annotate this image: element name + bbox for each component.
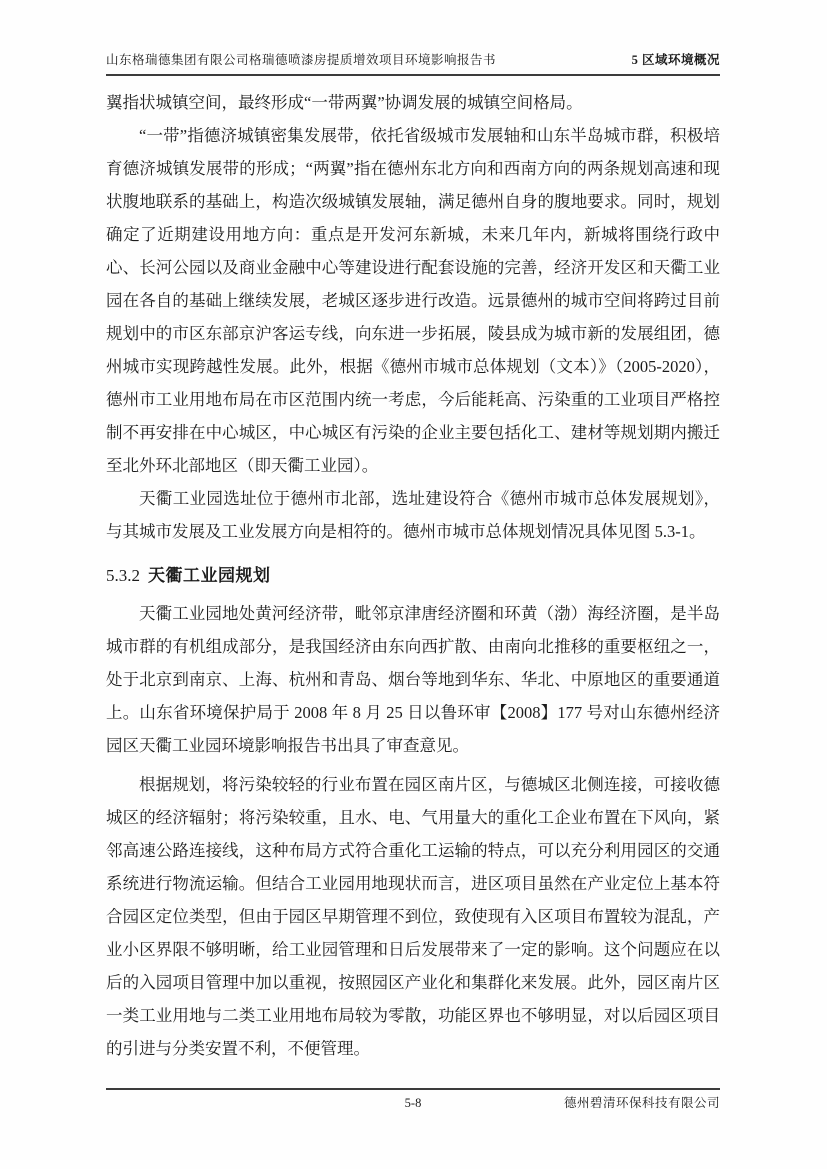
body-paragraph-continuation: 翼指状城镇空间，最终形成“一带两翼”协调发展的城镇空间格局。 <box>106 93 583 112</box>
header-doc-title: 山东格瑞德集团有限公司格瑞德喷漆房提质增效项目环境影响报告书 <box>106 53 497 67</box>
section-heading-number: 5.3.2 <box>106 566 140 585</box>
page-body <box>106 86 720 1065</box>
body-paragraph: 根据规划，将污染较轻的行业布置在园区南片区，与德城区北侧连接，可接收德城区的经济辐射；将污染较重，且水、电、气用量大的重化工企业布置在下风向，紧邻高速公路连接线，这种布局方式符合重化工运输的特点，可以充分利用园区的交通系统进行物流运输。但结合工业园用地现状而言，进区项目虽然在产业定位上基本符合园区定位类型，但由于园区早期管理不到位，致使现有入区项目布置较为混乱，产业小区界限不够明晰，给工业园管理和日后发展带来了一定的影响。这个问题应在以后的入园项目管理中加以重视，按照园区产业化和集群化来发展。此外，园区南片区一类工业用地与二类工业用地布局较为零散，功能区界也不够明显，对以后园区项目的引进与分类安置不利，不便管理。 <box>106 775 720 1058</box>
body-paragraph: 天衢工业园选址位于德州市北部，选址建设符合《德州市城市总体发展规划》，与其城市发展及工业发展方向是相符的。德州市城市总体规划情况具体见图 5.3-1。 <box>106 489 720 541</box>
section-heading-title: 天衢工业园规划 <box>148 566 271 585</box>
body-paragraph: 天衢工业园地处黄河经济带，毗邻京津唐经济圈和环黄（渤）海经济圈，是半岛城市群的有机组成部分，是我国经济由东向西扩散、由南向北推移的重要枢纽之一，处于北京到南京、上海、杭州和青岛、烟台等地到华东、华北、中原地区的重要通道上。山东省环境保护局于 2008 年 8 月 25 日以鲁环审【2008】177 号对山东德州经济园区天衢工业园环境影响报告书出具了审查意见。 <box>106 604 720 755</box>
footer-company: 德州碧清环保科技有限公司 <box>563 1096 720 1110</box>
page-number: 5-8 <box>404 1096 422 1110</box>
header-chapter-label: 5 区域环境概况 <box>631 53 720 67</box>
body-paragraph: “一带”指德济城镇密集发展带，依托省级城市发展轴和山东半岛城市群，积极培育德济城镇发展带的形成；“两翼”指在德州东北方向和西南方向的两条规划高速和现状腹地联系的基础上，构造次级城镇发展轴，满足德州自身的腹地要求。同时，规划确定了近期建设用地方向：重点是开发河东新城，未来几年内，新城将围绕行政中心、长河公园以及商业金融中心等建设进行配套设施的完善，经济开发区和天衢工业园在各自的基础上继续发展，老城区逐步进行改造。远景德州的城市空间将跨过目前规划中的市区东部京沪客运专线，向东进一步拓展，陵县成为城市新的发展组团，德州城市实现跨越性发展。此外，根据《德州市城市总体规划（文本）》（2005-2020），德州市工业用地布局在市区范围内统一考虑，今后能耗高、污染重的工业项目严格控制不再安排在中心城区，中心城区有污染的企业主要包括化工、建材等规划期内搬迁至北外环北部地区（即天衢工业园）。 <box>106 126 720 475</box>
page-header <box>106 52 720 76</box>
section-heading <box>106 561 720 591</box>
page-footer <box>106 1088 720 1119</box>
